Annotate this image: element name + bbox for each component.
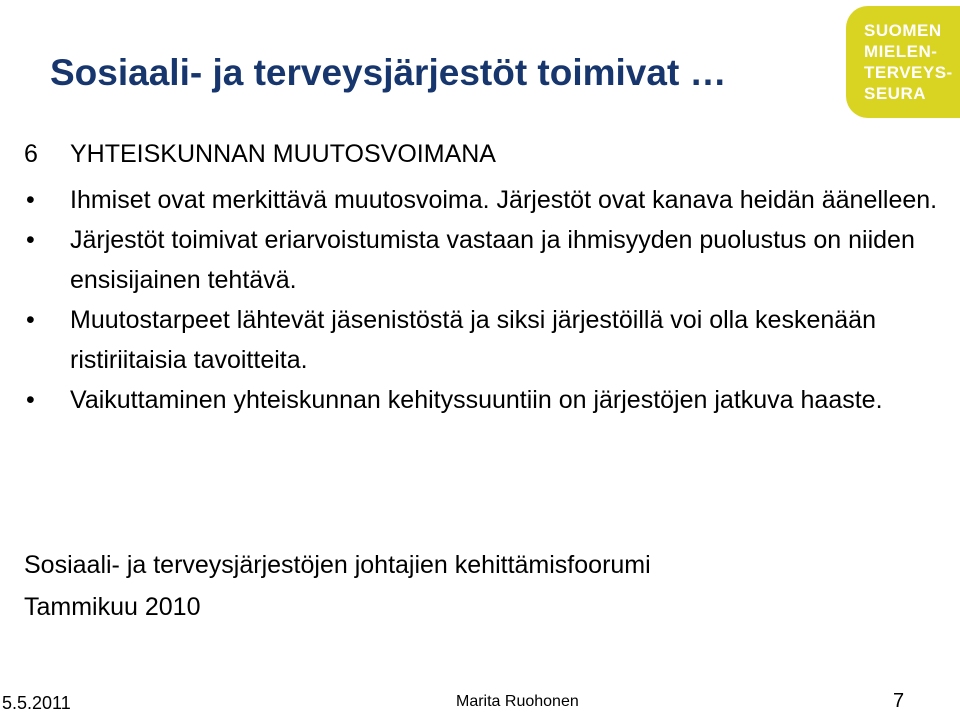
slide-title: Sosiaali- ja terveysjärjestöt toimivat … (50, 52, 727, 93)
logo-line-4: SEURA (864, 84, 927, 103)
page-number: 7 (893, 690, 905, 712)
bullet-icon: • (26, 226, 35, 254)
logo-line-3: TERVEYS- (864, 63, 953, 82)
event-date: Tammikuu 2010 (24, 593, 201, 621)
logo-line-1: SUOMEN (864, 21, 942, 40)
bullet-list (24, 180, 954, 420)
footer-date: 5.5.2011 (2, 693, 71, 713)
footer-author: Marita Ruohonen (456, 693, 579, 710)
bullet-icon: • (26, 186, 35, 214)
bullet-item (24, 180, 954, 220)
event-info (24, 544, 651, 628)
section-number: 6 (24, 140, 38, 168)
bullet-text: Muutostarpeet lähtevät jäsenistöstä ja siksi järjestöillä voi olla keskenään ristiriitaisia tavoitteita. (70, 306, 876, 374)
bullet-item (24, 300, 954, 380)
bullet-text: Järjestöt toimivat eriarvoistumista vastaan ja ihmisyyden puolustus on niiden ensisijainen tehtävä. (70, 226, 915, 294)
logo-line-2: MIELEN- (864, 42, 938, 61)
event-name: Sosiaali- ja terveysjärjestöjen johtajien kehittämisfoorumi (24, 551, 651, 579)
bullet-text: Vaikuttaminen yhteiskunnan kehityssuuntiin on järjestöjen jatkuva haaste. (70, 386, 883, 414)
section-heading (24, 140, 496, 169)
organization-logo (846, 6, 960, 118)
bullet-icon: • (26, 386, 35, 414)
bullet-icon: • (26, 306, 35, 334)
bullet-text: Ihmiset ovat merkittävä muutosvoima. Järjestöt ovat kanava heidän äänelleen. (70, 186, 938, 214)
section-heading-text: YHTEISKUNNAN MUUTOSVOIMANA (70, 140, 496, 168)
bullet-item (24, 380, 954, 420)
bullet-item (24, 220, 954, 300)
